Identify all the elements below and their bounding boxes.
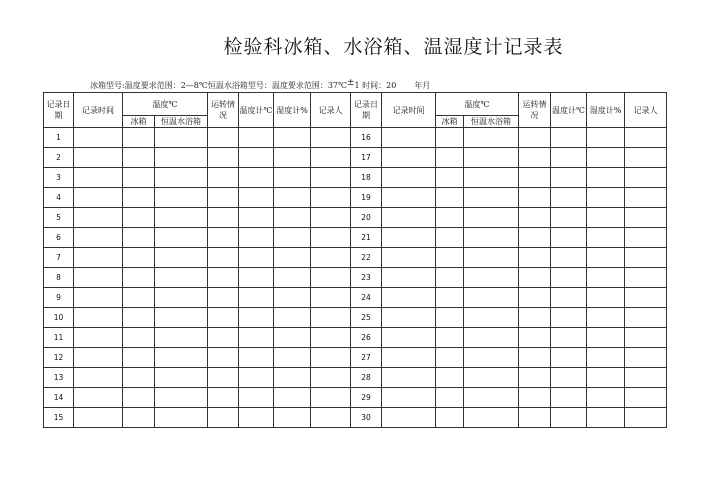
entry-cell[interactable] — [208, 408, 239, 428]
entry-cell[interactable] — [208, 128, 239, 148]
table-row — [44, 348, 667, 368]
entry-cell[interactable] — [123, 228, 155, 248]
entry-cell[interactable] — [625, 168, 667, 188]
entry-cell[interactable] — [311, 208, 351, 228]
entry-cell[interactable] — [155, 388, 208, 408]
entry-cell[interactable] — [625, 268, 667, 288]
header-hygrometer: 湿度计% — [274, 93, 311, 128]
entry-cell[interactable] — [74, 248, 123, 268]
entry-cell[interactable] — [436, 328, 464, 348]
record-date-cell: 12 — [44, 348, 74, 368]
table-row — [44, 248, 667, 268]
header-record-date: 记录日期 — [351, 93, 382, 128]
entry-cell[interactable] — [382, 128, 436, 148]
entry-cell[interactable] — [239, 388, 274, 408]
header-recorder: 记录人 — [625, 93, 667, 128]
entry-cell[interactable] — [311, 288, 351, 308]
entry-cell[interactable] — [123, 388, 155, 408]
entry-cell[interactable] — [123, 268, 155, 288]
entry-cell[interactable] — [123, 308, 155, 328]
entry-cell[interactable] — [123, 168, 155, 188]
entry-cell[interactable] — [519, 348, 551, 368]
entry-cell[interactable] — [239, 288, 274, 308]
record-date-cell: 15 — [44, 408, 74, 428]
record-date-cell: 29 — [351, 388, 382, 408]
entry-cell[interactable] — [155, 168, 208, 188]
table-row — [44, 308, 667, 328]
record-date-cell: 19 — [351, 188, 382, 208]
entry-cell[interactable] — [436, 268, 464, 288]
entry-cell[interactable] — [587, 128, 625, 148]
entry-cell[interactable] — [74, 208, 123, 228]
entry-cell[interactable] — [551, 168, 587, 188]
record-date-cell: 16 — [351, 128, 382, 148]
header-operation-status: 运转情况 — [519, 93, 551, 128]
entry-cell[interactable] — [436, 208, 464, 228]
entry-cell[interactable] — [625, 328, 667, 348]
time-text: 1 时间：20 — [354, 81, 397, 90]
entry-cell[interactable] — [587, 308, 625, 328]
entry-cell[interactable] — [274, 168, 311, 188]
entry-cell[interactable] — [519, 388, 551, 408]
header-water-bath: 恒温水浴箱 — [155, 116, 208, 128]
entry-cell[interactable] — [464, 228, 519, 248]
entry-cell[interactable] — [208, 148, 239, 168]
entry-cell[interactable] — [382, 268, 436, 288]
entry-cell[interactable] — [74, 388, 123, 408]
entry-cell[interactable] — [464, 308, 519, 328]
entry-cell[interactable] — [311, 348, 351, 368]
record-date-cell: 6 — [44, 228, 74, 248]
entry-cell[interactable] — [274, 268, 311, 288]
header-operation-status: 运转情况 — [208, 93, 239, 128]
record-date-cell: 5 — [44, 208, 74, 228]
table-row — [44, 328, 667, 348]
entry-cell[interactable] — [274, 228, 311, 248]
entry-cell[interactable] — [74, 188, 123, 208]
entry-cell[interactable] — [519, 368, 551, 388]
entry-cell[interactable] — [155, 248, 208, 268]
record-date-cell: 10 — [44, 308, 74, 328]
entry-cell[interactable] — [436, 368, 464, 388]
record-date-cell: 30 — [351, 408, 382, 428]
entry-cell[interactable] — [382, 408, 436, 428]
entry-cell[interactable] — [74, 328, 123, 348]
entry-cell[interactable] — [551, 268, 587, 288]
record-date-cell: 25 — [351, 308, 382, 328]
entry-cell[interactable] — [208, 288, 239, 308]
entry-cell[interactable] — [436, 128, 464, 148]
header-record-time: 记录时间 — [382, 93, 436, 128]
entry-cell[interactable] — [382, 368, 436, 388]
entry-cell[interactable] — [587, 248, 625, 268]
record-date-cell: 23 — [351, 268, 382, 288]
entry-cell[interactable] — [587, 168, 625, 188]
entry-cell[interactable] — [123, 188, 155, 208]
entry-cell[interactable] — [625, 288, 667, 308]
entry-cell[interactable] — [587, 408, 625, 428]
record-date-cell: 3 — [44, 168, 74, 188]
entry-cell[interactable] — [625, 208, 667, 228]
entry-cell[interactable] — [155, 188, 208, 208]
entry-cell[interactable] — [625, 128, 667, 148]
entry-cell[interactable] — [274, 328, 311, 348]
entry-cell[interactable] — [436, 388, 464, 408]
entry-cell[interactable] — [123, 408, 155, 428]
entry-cell[interactable] — [74, 168, 123, 188]
entry-cell[interactable] — [239, 128, 274, 148]
plus-minus-sign: ± — [346, 78, 355, 88]
entry-cell[interactable] — [311, 308, 351, 328]
entry-cell[interactable] — [519, 168, 551, 188]
entry-cell[interactable] — [239, 188, 274, 208]
entry-cell[interactable] — [274, 408, 311, 428]
entry-cell[interactable] — [274, 348, 311, 368]
entry-cell[interactable] — [464, 408, 519, 428]
entry-cell[interactable] — [274, 388, 311, 408]
entry-cell[interactable] — [208, 308, 239, 328]
entry-cell[interactable] — [464, 348, 519, 368]
header-recorder: 记录人 — [311, 93, 351, 128]
table-row — [44, 168, 667, 188]
header-record-time: 记录时间 — [74, 93, 123, 128]
header-thermometer: 温度计℃ — [239, 93, 274, 128]
entry-cell[interactable] — [382, 388, 436, 408]
entry-cell[interactable] — [464, 388, 519, 408]
entry-cell[interactable] — [155, 208, 208, 228]
header-temperature: 温度℃ — [436, 93, 519, 116]
entry-cell[interactable] — [311, 388, 351, 408]
entry-cell[interactable] — [587, 288, 625, 308]
entry-cell[interactable] — [519, 128, 551, 148]
entry-cell[interactable] — [519, 148, 551, 168]
entry-cell[interactable] — [74, 368, 123, 388]
requirements-line — [90, 78, 430, 91]
record-date-cell: 2 — [44, 148, 74, 168]
entry-cell[interactable] — [208, 188, 239, 208]
table-row — [44, 408, 667, 428]
entry-cell[interactable] — [519, 308, 551, 328]
entry-cell[interactable] — [436, 408, 464, 428]
page-title: 检验科冰箱、水浴箱、温湿度计记录表 — [223, 36, 564, 58]
entry-cell[interactable] — [208, 168, 239, 188]
entry-cell[interactable] — [551, 208, 587, 228]
entry-cell[interactable] — [587, 148, 625, 168]
entry-cell[interactable] — [123, 148, 155, 168]
entry-cell[interactable] — [208, 368, 239, 388]
table-row — [44, 188, 667, 208]
entry-cell[interactable] — [382, 188, 436, 208]
entry-cell[interactable] — [551, 308, 587, 328]
entry-cell[interactable] — [74, 408, 123, 428]
entry-cell[interactable] — [436, 188, 464, 208]
entry-cell[interactable] — [155, 308, 208, 328]
entry-cell[interactable] — [551, 148, 587, 168]
table-row — [44, 368, 667, 388]
entry-cell[interactable] — [311, 368, 351, 388]
record-date-cell: 1 — [44, 128, 74, 148]
entry-cell[interactable] — [587, 188, 625, 208]
entry-cell[interactable] — [155, 348, 208, 368]
header-record-date: 记录日期 — [44, 93, 74, 128]
entry-cell[interactable] — [208, 348, 239, 368]
entry-cell[interactable] — [274, 148, 311, 168]
entry-cell[interactable] — [625, 368, 667, 388]
entry-cell[interactable] — [464, 168, 519, 188]
record-date-cell: 22 — [351, 248, 382, 268]
record-date-cell: 9 — [44, 288, 74, 308]
record-date-cell: 20 — [351, 208, 382, 228]
entry-cell[interactable] — [436, 248, 464, 268]
table-row — [44, 208, 667, 228]
entry-cell[interactable] — [519, 288, 551, 308]
entry-cell[interactable] — [311, 228, 351, 248]
entry-cell[interactable] — [625, 408, 667, 428]
entry-cell[interactable] — [239, 328, 274, 348]
entry-cell[interactable] — [551, 368, 587, 388]
entry-cell[interactable] — [464, 368, 519, 388]
entry-cell[interactable] — [274, 308, 311, 328]
entry-cell[interactable] — [464, 328, 519, 348]
record-date-cell: 13 — [44, 368, 74, 388]
entry-cell[interactable] — [551, 128, 587, 148]
record-date-cell: 18 — [351, 168, 382, 188]
entry-cell[interactable] — [464, 288, 519, 308]
entry-cell[interactable] — [155, 408, 208, 428]
entry-cell[interactable] — [587, 268, 625, 288]
requirements-text: 冰箱型号:温度要求范围：2—8℃恒温水浴箱型号：温度要求范围：37℃ — [90, 81, 347, 90]
entry-cell[interactable] — [74, 268, 123, 288]
entry-cell[interactable] — [123, 368, 155, 388]
entry-cell[interactable] — [519, 408, 551, 428]
entry-cell[interactable] — [464, 148, 519, 168]
entry-cell[interactable] — [551, 408, 587, 428]
entry-cell[interactable] — [519, 248, 551, 268]
table-row — [44, 128, 667, 148]
entry-cell[interactable] — [74, 148, 123, 168]
entry-cell[interactable] — [625, 308, 667, 328]
entry-cell[interactable] — [382, 148, 436, 168]
table-row — [44, 148, 667, 168]
entry-cell[interactable] — [155, 268, 208, 288]
header-hygrometer: 湿度计% — [587, 93, 625, 128]
entry-cell[interactable] — [587, 348, 625, 368]
table-row — [44, 388, 667, 408]
entry-cell[interactable] — [311, 168, 351, 188]
entry-cell[interactable] — [311, 328, 351, 348]
entry-cell[interactable] — [155, 328, 208, 348]
entry-cell[interactable] — [274, 128, 311, 148]
entry-cell[interactable] — [274, 248, 311, 268]
entry-cell[interactable] — [208, 208, 239, 228]
year-month-text: 年月 — [414, 81, 431, 90]
entry-cell[interactable] — [551, 388, 587, 408]
entry-cell[interactable] — [625, 228, 667, 248]
entry-cell[interactable] — [519, 328, 551, 348]
entry-cell[interactable] — [436, 308, 464, 328]
entry-cell[interactable] — [155, 228, 208, 248]
entry-cell[interactable] — [587, 228, 625, 248]
record-date-cell: 27 — [351, 348, 382, 368]
record-date-cell: 7 — [44, 248, 74, 268]
entry-cell[interactable] — [464, 188, 519, 208]
entry-cell[interactable] — [382, 328, 436, 348]
entry-cell[interactable] — [239, 248, 274, 268]
entry-cell[interactable] — [239, 268, 274, 288]
entry-cell[interactable] — [625, 148, 667, 168]
entry-cell[interactable] — [74, 348, 123, 368]
entry-cell[interactable] — [587, 368, 625, 388]
record-date-cell: 8 — [44, 268, 74, 288]
header-fridge: 冰箱 — [123, 116, 155, 128]
entry-cell[interactable] — [123, 348, 155, 368]
record-date-cell: 21 — [351, 228, 382, 248]
entry-cell[interactable] — [464, 248, 519, 268]
entry-cell[interactable] — [274, 208, 311, 228]
entry-cell[interactable] — [311, 248, 351, 268]
table-row — [44, 268, 667, 288]
entry-cell[interactable] — [123, 248, 155, 268]
entry-cell[interactable] — [208, 268, 239, 288]
record-date-cell: 17 — [351, 148, 382, 168]
entry-cell[interactable] — [274, 368, 311, 388]
entry-cell[interactable] — [382, 208, 436, 228]
record-date-cell: 28 — [351, 368, 382, 388]
entry-cell[interactable] — [436, 148, 464, 168]
record-date-cell: 14 — [44, 388, 74, 408]
table-row — [44, 288, 667, 308]
header-temperature: 温度℃ — [123, 93, 208, 116]
entry-cell[interactable] — [239, 148, 274, 168]
entry-cell[interactable] — [625, 248, 667, 268]
entry-cell[interactable] — [625, 348, 667, 368]
entry-cell[interactable] — [436, 168, 464, 188]
entry-cell[interactable] — [551, 288, 587, 308]
entry-cell[interactable] — [382, 288, 436, 308]
header-water-bath: 恒温水浴箱 — [464, 116, 519, 128]
entry-cell[interactable] — [382, 348, 436, 368]
entry-cell[interactable] — [274, 288, 311, 308]
entry-cell[interactable] — [155, 288, 208, 308]
record-date-cell: 26 — [351, 328, 382, 348]
entry-cell[interactable] — [239, 368, 274, 388]
entry-cell[interactable] — [519, 228, 551, 248]
entry-cell[interactable] — [551, 188, 587, 208]
entry-cell[interactable] — [155, 368, 208, 388]
entry-cell[interactable] — [382, 228, 436, 248]
entry-cell[interactable] — [123, 328, 155, 348]
entry-cell[interactable] — [155, 128, 208, 148]
entry-cell[interactable] — [551, 328, 587, 348]
record-date-cell: 11 — [44, 328, 74, 348]
table-row — [44, 228, 667, 248]
entry-cell[interactable] — [239, 168, 274, 188]
entry-cell[interactable] — [464, 128, 519, 148]
entry-cell[interactable] — [587, 328, 625, 348]
entry-cell[interactable] — [208, 228, 239, 248]
entry-cell[interactable] — [311, 128, 351, 148]
entry-cell[interactable] — [382, 168, 436, 188]
entry-cell[interactable] — [208, 248, 239, 268]
entry-cell[interactable] — [519, 208, 551, 228]
record-date-cell: 4 — [44, 188, 74, 208]
header-fridge: 冰箱 — [436, 116, 464, 128]
entry-cell[interactable] — [436, 288, 464, 308]
entry-cell[interactable] — [74, 308, 123, 328]
record-date-cell: 24 — [351, 288, 382, 308]
entry-cell[interactable] — [239, 348, 274, 368]
entry-cell[interactable] — [311, 268, 351, 288]
entry-cell[interactable] — [311, 408, 351, 428]
entry-cell[interactable] — [625, 388, 667, 408]
entry-cell[interactable] — [587, 208, 625, 228]
entry-cell[interactable] — [208, 388, 239, 408]
entry-cell[interactable] — [551, 348, 587, 368]
entry-cell[interactable] — [436, 228, 464, 248]
entry-cell[interactable] — [382, 308, 436, 328]
entry-cell[interactable] — [311, 188, 351, 208]
header-thermometer: 温度计℃ — [551, 93, 587, 128]
entry-cell[interactable] — [625, 188, 667, 208]
entry-cell[interactable] — [274, 188, 311, 208]
entry-cell[interactable] — [436, 348, 464, 368]
entry-cell[interactable] — [551, 228, 587, 248]
entry-cell[interactable] — [155, 148, 208, 168]
entry-cell[interactable] — [239, 308, 274, 328]
entry-cell[interactable] — [208, 328, 239, 348]
entry-cell[interactable] — [382, 248, 436, 268]
entry-cell[interactable] — [239, 208, 274, 228]
entry-cell[interactable] — [551, 248, 587, 268]
entry-cell[interactable] — [519, 188, 551, 208]
entry-cell[interactable] — [123, 128, 155, 148]
entry-cell[interactable] — [123, 288, 155, 308]
entry-cell[interactable] — [587, 388, 625, 408]
entry-cell[interactable] — [123, 208, 155, 228]
entry-cell[interactable] — [519, 268, 551, 288]
entry-cell[interactable] — [74, 228, 123, 248]
entry-cell[interactable] — [239, 228, 274, 248]
entry-cell[interactable] — [464, 268, 519, 288]
entry-cell[interactable] — [74, 128, 123, 148]
entry-cell[interactable] — [239, 408, 274, 428]
record-table — [43, 92, 667, 428]
entry-cell[interactable] — [74, 288, 123, 308]
entry-cell[interactable] — [311, 148, 351, 168]
entry-cell[interactable] — [464, 208, 519, 228]
